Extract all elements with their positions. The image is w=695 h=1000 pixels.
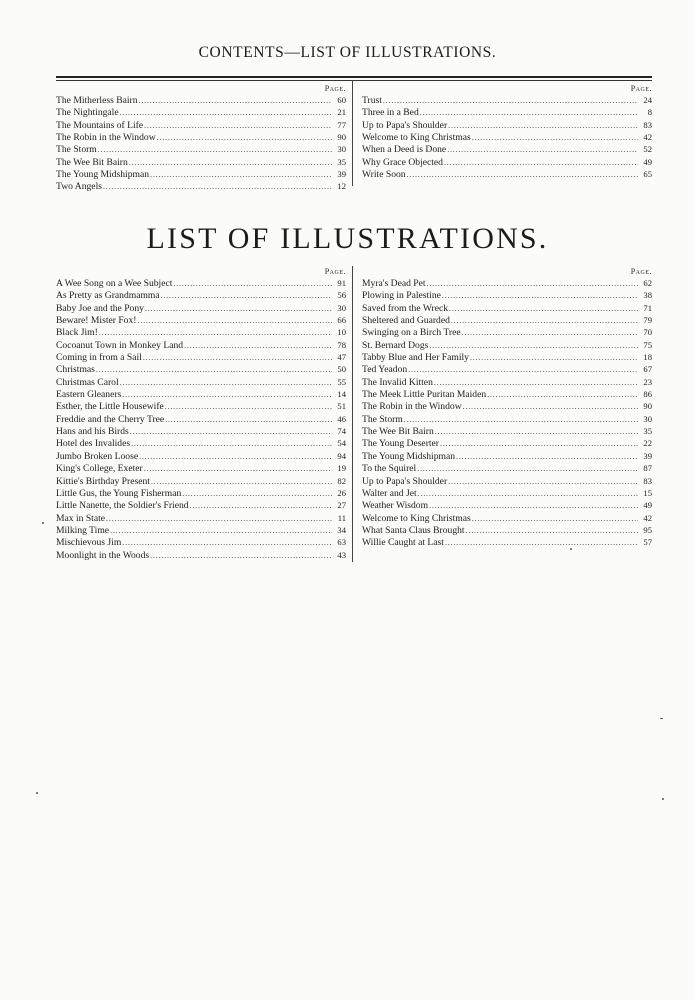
- dot-leader: [122, 537, 332, 548]
- entry-page-number: 62: [643, 278, 652, 288]
- entry-page-number: 42: [643, 512, 652, 523]
- entry-title: Plowing in Palestine: [362, 290, 441, 302]
- entry-page-number: 38: [643, 290, 652, 301]
- list-entry: [56, 512, 346, 524]
- list-entry: [362, 143, 652, 155]
- dot-leader: [466, 525, 638, 536]
- list-entry: [362, 413, 652, 425]
- dot-leader: [487, 389, 638, 400]
- dot-leader: [190, 500, 332, 511]
- entry-page-number: 11: [337, 512, 346, 523]
- list-entry: [362, 302, 652, 314]
- entry-page-number: 66: [337, 315, 346, 326]
- dot-leader: [404, 414, 638, 425]
- list-entry: [362, 326, 652, 338]
- list-entry: [362, 425, 652, 437]
- entry-title: Weather Wisdom: [362, 500, 429, 512]
- entry-page-number: 49: [643, 500, 652, 511]
- list-entry: [56, 549, 346, 561]
- entry-title: Myra's Dead Pet: [362, 278, 426, 289]
- entry-title: Ted Yeadon: [362, 364, 408, 376]
- header-rule-thick: [56, 76, 652, 78]
- entry-title: The Young Deserter: [362, 438, 440, 450]
- list-entry: [56, 302, 346, 314]
- entry-page-number: 14: [337, 389, 346, 400]
- list-entry: [56, 131, 346, 143]
- entry-title: Why Grace Objected: [362, 156, 443, 168]
- entry-page-number: 27: [337, 500, 346, 511]
- list-entry: [362, 499, 652, 511]
- entry-page-number: 67: [643, 364, 652, 375]
- dot-leader: [173, 278, 332, 289]
- entry-title: The Robin in the Window: [56, 132, 156, 144]
- entry-title: Milking Time: [56, 524, 110, 536]
- entry-title: The Mountains of Life: [56, 119, 144, 131]
- entry-page-number: 94: [337, 450, 346, 461]
- list-entry: [56, 376, 346, 388]
- illustrations-list: [56, 277, 346, 561]
- entry-page-number: 83: [643, 119, 652, 130]
- entry-title: The Nightingale: [56, 107, 119, 119]
- entry-title: The Young Midshipman: [362, 450, 456, 462]
- entry-title: Eastern Gleaners: [56, 389, 122, 401]
- entry-page-number: 54: [337, 438, 346, 449]
- entry-title: The Storm: [362, 413, 403, 425]
- dot-leader: [145, 303, 332, 314]
- paper-speck: [36, 792, 38, 794]
- entry-page-number: 63: [337, 537, 346, 548]
- paper-speck: [662, 798, 664, 800]
- dot-leader: [463, 401, 638, 412]
- page-column-heading: Page.: [630, 84, 652, 93]
- list-entry: [56, 168, 346, 180]
- dot-leader: [418, 488, 638, 499]
- entry-title: Jumbo Broken Loose: [56, 450, 139, 462]
- entry-page-number: 10: [337, 327, 346, 338]
- entry-page-number: 23: [643, 376, 652, 387]
- entry-title: The Robin in the Window: [362, 401, 462, 413]
- list-entry: [362, 475, 652, 487]
- entry-page-number: 39: [337, 169, 346, 180]
- list-entry: [362, 536, 652, 548]
- list-entry: [362, 487, 652, 499]
- contents-list: [362, 94, 652, 180]
- dot-leader: [449, 303, 638, 314]
- dot-leader: [99, 327, 332, 338]
- page-column-heading: Page.: [324, 267, 346, 276]
- list-entry: [56, 487, 346, 499]
- list-entry: [362, 119, 652, 131]
- entry-title: Cocoanut Town in Monkey Land: [56, 339, 184, 351]
- entry-page-number: 82: [337, 475, 346, 486]
- entry-title: Max in State: [56, 512, 106, 524]
- list-entry: [362, 351, 652, 363]
- entry-title: Beware! Mister Fox!: [56, 315, 137, 327]
- entry-title: Kittie's Birthday Present: [56, 475, 150, 487]
- column-divider: [352, 266, 353, 562]
- entry-page-number: 47: [337, 352, 346, 363]
- entry-page-number: 43: [337, 549, 346, 560]
- dot-leader: [98, 144, 332, 155]
- list-entry: [56, 462, 346, 474]
- dot-leader: [417, 463, 638, 474]
- list-entry: [56, 277, 346, 289]
- dot-leader: [407, 169, 638, 180]
- entry-page-number: 35: [643, 426, 652, 437]
- list-entry: [362, 524, 652, 536]
- entry-page-number: 75: [643, 339, 652, 350]
- entry-title: Esther, the Little Housewife: [56, 401, 164, 413]
- list-entry: [56, 180, 346, 192]
- dot-leader: [420, 107, 638, 118]
- dot-leader: [144, 463, 332, 474]
- list-entry: [362, 388, 652, 400]
- list-entry: [56, 156, 346, 168]
- entry-page-number: 30: [337, 302, 346, 313]
- entry-page-number: 30: [337, 144, 346, 155]
- entry-page-number: 46: [337, 413, 346, 424]
- entry-page-number: 56: [337, 290, 346, 301]
- dot-leader: [447, 144, 638, 155]
- entry-page-number: 34: [337, 524, 346, 535]
- list-entry: [362, 314, 652, 326]
- entry-page-number: 49: [643, 156, 652, 167]
- entry-title: Write Soon: [362, 169, 406, 181]
- list-entry: [56, 106, 346, 118]
- entry-title: What Santa Claus Brought: [362, 524, 465, 536]
- dot-leader: [130, 426, 332, 437]
- dot-leader: [150, 550, 332, 561]
- contents-right-column: [362, 83, 652, 180]
- entry-title: Baby Joe and the Pony: [56, 302, 144, 314]
- entry-page-number: 95: [643, 524, 652, 535]
- list-entry: [362, 400, 652, 412]
- entry-title: King's College, Exeter: [56, 463, 143, 475]
- entry-title: Trust: [362, 95, 382, 106]
- dot-leader: [103, 181, 332, 192]
- list-entry: [56, 119, 346, 131]
- list-entry: [362, 462, 652, 474]
- list-entry: [56, 326, 346, 338]
- illustrations-right-column: [362, 266, 652, 549]
- entry-page-number: 22: [643, 438, 652, 449]
- list-entry: [56, 524, 346, 536]
- dot-leader: [131, 438, 332, 449]
- dot-leader: [106, 513, 332, 524]
- entry-title: Black Jim!: [56, 327, 98, 339]
- dot-leader: [434, 377, 638, 388]
- dot-leader: [139, 95, 332, 106]
- entry-page-number: 79: [643, 315, 652, 326]
- dot-leader: [182, 488, 332, 499]
- entry-page-number: 77: [337, 119, 346, 130]
- entry-title: Walter and Jet: [362, 487, 417, 499]
- list-entry: [56, 413, 346, 425]
- entry-page-number: 60: [337, 95, 346, 105]
- entry-title: The Invalid Kitten: [362, 376, 433, 388]
- dot-leader: [144, 120, 332, 131]
- entry-title: Tabby Blue and Her Family: [362, 352, 469, 364]
- entry-page-number: 86: [643, 389, 652, 400]
- entry-title: The Meek Little Puritan Maiden: [362, 389, 487, 401]
- entry-page-number: 39: [643, 450, 652, 461]
- list-entry: [362, 339, 652, 351]
- entry-title: The Storm: [56, 144, 97, 156]
- list-entry: [56, 363, 346, 375]
- dot-leader: [143, 352, 332, 363]
- entry-title: Mischievous Jim: [56, 537, 122, 549]
- dot-leader: [427, 278, 638, 289]
- list-entry: [56, 450, 346, 462]
- paper-speck: [42, 522, 44, 524]
- entry-page-number: 51: [337, 401, 346, 412]
- dot-leader: [122, 389, 332, 400]
- dot-leader: [137, 315, 332, 326]
- paper-speck: [660, 718, 663, 719]
- dot-leader: [110, 525, 332, 536]
- dot-leader: [157, 132, 332, 143]
- entry-page-number: 24: [643, 95, 652, 105]
- entry-page-number: 30: [643, 413, 652, 424]
- entry-page-number: 57: [643, 537, 652, 548]
- dot-leader: [440, 438, 638, 449]
- list-entry: [56, 339, 346, 351]
- entry-title: Two Angels: [56, 181, 102, 193]
- list-entry: [56, 536, 346, 548]
- entry-title: Sheltered and Guarded: [362, 315, 450, 327]
- entry-title: When a Deed is Done: [362, 144, 447, 156]
- entry-title: The Mitherless Bairn: [56, 95, 138, 106]
- list-entry: [56, 425, 346, 437]
- dot-leader: [139, 451, 332, 462]
- entry-page-number: 52: [643, 144, 652, 155]
- page-column-heading: Page.: [630, 267, 652, 276]
- entry-page-number: 18: [643, 352, 652, 363]
- entry-title: Moonlight in the Woods: [56, 549, 150, 561]
- dot-leader: [442, 290, 638, 301]
- dot-leader: [408, 364, 638, 375]
- contents-list: [56, 94, 346, 193]
- entry-title: Saved from the Wreck: [362, 302, 449, 314]
- entry-title: Up to Papa's Shoulder: [362, 475, 448, 487]
- list-entry: [362, 437, 652, 449]
- dot-leader: [429, 340, 638, 351]
- entry-page-number: 55: [337, 376, 346, 387]
- list-entry: [362, 94, 652, 106]
- entry-title: Coming in from a Sail: [56, 352, 142, 364]
- entry-page-number: 35: [337, 156, 346, 167]
- entry-page-number: 71: [643, 302, 652, 313]
- list-entry: [362, 376, 652, 388]
- dot-leader: [444, 157, 638, 168]
- dot-leader: [165, 401, 332, 412]
- entry-page-number: 90: [337, 132, 346, 143]
- entry-title: Three in a Bed: [362, 107, 419, 119]
- dot-leader: [451, 315, 638, 326]
- dot-leader: [96, 364, 332, 375]
- illustrations-left-column: [56, 266, 346, 561]
- list-entry: [56, 475, 346, 487]
- entry-page-number: 65: [643, 169, 652, 180]
- entry-page-number: 90: [643, 401, 652, 412]
- entry-page-number: 15: [643, 487, 652, 498]
- dot-leader: [448, 120, 638, 131]
- dot-leader: [150, 169, 332, 180]
- dot-leader: [429, 500, 638, 511]
- page-column-heading: Page.: [324, 84, 346, 93]
- entry-title: Willie Caught at Last: [362, 537, 444, 549]
- entry-title: Little Gus, the Young Fisherman: [56, 487, 182, 499]
- entry-title: Up to Papa's Shoulder: [362, 119, 448, 131]
- dot-leader: [456, 451, 638, 462]
- contents-left-column: [56, 83, 346, 193]
- dot-leader: [129, 157, 332, 168]
- entry-title: The Young Midshipman: [56, 169, 150, 181]
- list-entry: [362, 131, 652, 143]
- list-entry: [56, 143, 346, 155]
- entry-title: Swinging on a Birch Tree: [362, 327, 461, 339]
- entry-title: The Wee Bit Bairn: [56, 156, 128, 168]
- running-head: CONTENTS—LIST OF ILLUSTRATIONS.: [198, 44, 497, 61]
- entry-page-number: 12: [337, 181, 346, 192]
- entry-page-number: 70: [643, 327, 652, 338]
- list-entry: [56, 437, 346, 449]
- entry-title: Christmas Carol: [56, 376, 119, 388]
- list-entry: [56, 400, 346, 412]
- entry-page-number: 8: [647, 107, 652, 118]
- entry-page-number: 78: [337, 339, 346, 350]
- entry-title: Welcome to King Christmas: [362, 512, 471, 524]
- list-entry: [56, 351, 346, 363]
- dot-leader: [151, 476, 332, 487]
- entry-title: Hans and his Birds: [56, 426, 129, 438]
- entry-title: Freddie and the Cherry Tree: [56, 413, 165, 425]
- dot-leader: [165, 414, 332, 425]
- dot-leader: [120, 107, 332, 118]
- entry-page-number: 74: [337, 426, 346, 437]
- illustrations-list: [362, 277, 652, 549]
- list-entry: [362, 363, 652, 375]
- dot-leader: [470, 352, 638, 363]
- entry-title: A Wee Song on a Wee Subject: [56, 278, 173, 289]
- column-divider: [352, 80, 353, 186]
- list-entry: [362, 156, 652, 168]
- paper-speck: [570, 548, 572, 550]
- list-entry: [362, 168, 652, 180]
- entry-page-number: 19: [337, 463, 346, 474]
- dot-leader: [472, 513, 638, 524]
- dot-leader: [448, 476, 638, 487]
- list-entry: [56, 388, 346, 400]
- entry-page-number: 26: [337, 487, 346, 498]
- entry-title: Welcome to King Christmas: [362, 132, 471, 144]
- dot-leader: [435, 426, 638, 437]
- list-entry: [362, 289, 652, 301]
- dot-leader: [472, 132, 638, 143]
- dot-leader: [161, 290, 332, 301]
- dot-leader: [445, 537, 638, 548]
- entry-title: Christmas: [56, 364, 95, 376]
- entry-page-number: 21: [337, 107, 346, 118]
- entry-title: St. Bernard Dogs: [362, 339, 429, 351]
- entry-page-number: 91: [337, 278, 346, 288]
- list-entry: [362, 106, 652, 118]
- list-entry: [56, 499, 346, 511]
- dot-leader: [120, 377, 332, 388]
- entry-page-number: 87: [643, 463, 652, 474]
- list-entry: [56, 314, 346, 326]
- header-rule-thin: [56, 80, 652, 81]
- entry-title: As Pretty as Grandmamma: [56, 290, 160, 302]
- list-entry: [56, 94, 346, 106]
- list-entry: [56, 289, 346, 301]
- list-entry: [362, 277, 652, 289]
- entry-title: The Wee Bit Bairn: [362, 426, 434, 438]
- section-title: LIST OF ILLUSTRATIONS.: [146, 222, 549, 255]
- entry-page-number: 42: [643, 132, 652, 143]
- entry-title: Little Nanette, the Soldier's Friend: [56, 500, 189, 512]
- dot-leader: [184, 340, 332, 351]
- entry-title: To the Squirel: [362, 463, 417, 475]
- dot-leader: [462, 327, 638, 338]
- dot-leader: [383, 95, 638, 106]
- list-entry: [362, 512, 652, 524]
- entry-title: Hotel des Invalides: [56, 438, 131, 450]
- entry-page-number: 83: [643, 475, 652, 486]
- entry-page-number: 50: [337, 364, 346, 375]
- list-entry: [362, 450, 652, 462]
